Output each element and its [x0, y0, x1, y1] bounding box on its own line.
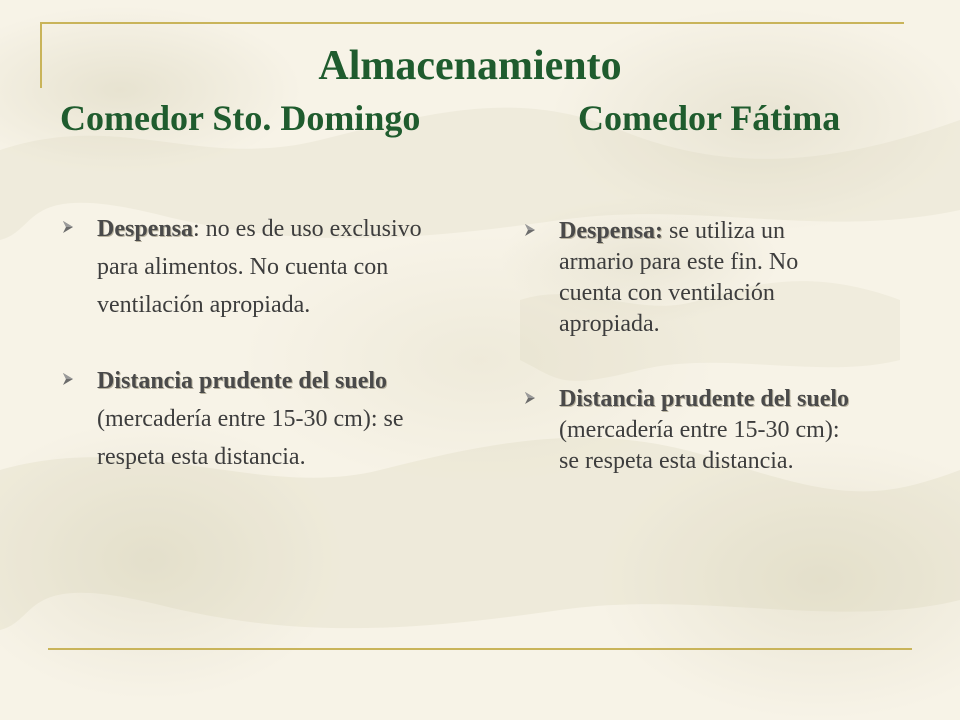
arrow-bullet-icon — [522, 222, 538, 238]
bullet-term: Despensa: — [559, 218, 664, 244]
bullet-item-despensa — [522, 216, 862, 340]
frame-bottom-line — [48, 648, 912, 650]
bullet-item-distancia — [522, 384, 862, 477]
bullet-text: se utiliza un armario para este fin. No cuenta con ventilación apropiada. — [559, 218, 799, 337]
column-heading-sto-domingo: Comedor Sto. Domingo — [60, 98, 421, 138]
bullet-term: Despensa — [97, 216, 194, 242]
bullet-item-distancia — [60, 362, 450, 476]
bullet-text: (mercadería entre 15-30 cm): se respeta esta distancia. — [559, 417, 840, 474]
bullet-list-fatima — [522, 216, 862, 477]
arrow-bullet-icon — [60, 219, 76, 235]
bullet-list-sto-domingo — [60, 210, 450, 476]
arrow-bullet-icon — [522, 390, 538, 406]
bullet-item-despensa — [60, 210, 450, 324]
arrow-bullet-icon — [60, 371, 76, 387]
bullet-term: Distancia prudente del suelo — [97, 368, 388, 394]
slide-title: Almacenamiento — [318, 43, 622, 89]
frame-top-line — [40, 22, 904, 24]
bullet-text: (mercadería entre 15-30 cm): se respeta esta distancia. — [97, 406, 404, 470]
bullet-text: : no es de uso exclusivo para alimentos. No cuenta con ventilación apropiada. — [97, 216, 422, 318]
column-heading-fatima: Comedor Fátima — [578, 98, 841, 138]
bullet-term: Distancia prudente del suelo — [559, 386, 850, 412]
